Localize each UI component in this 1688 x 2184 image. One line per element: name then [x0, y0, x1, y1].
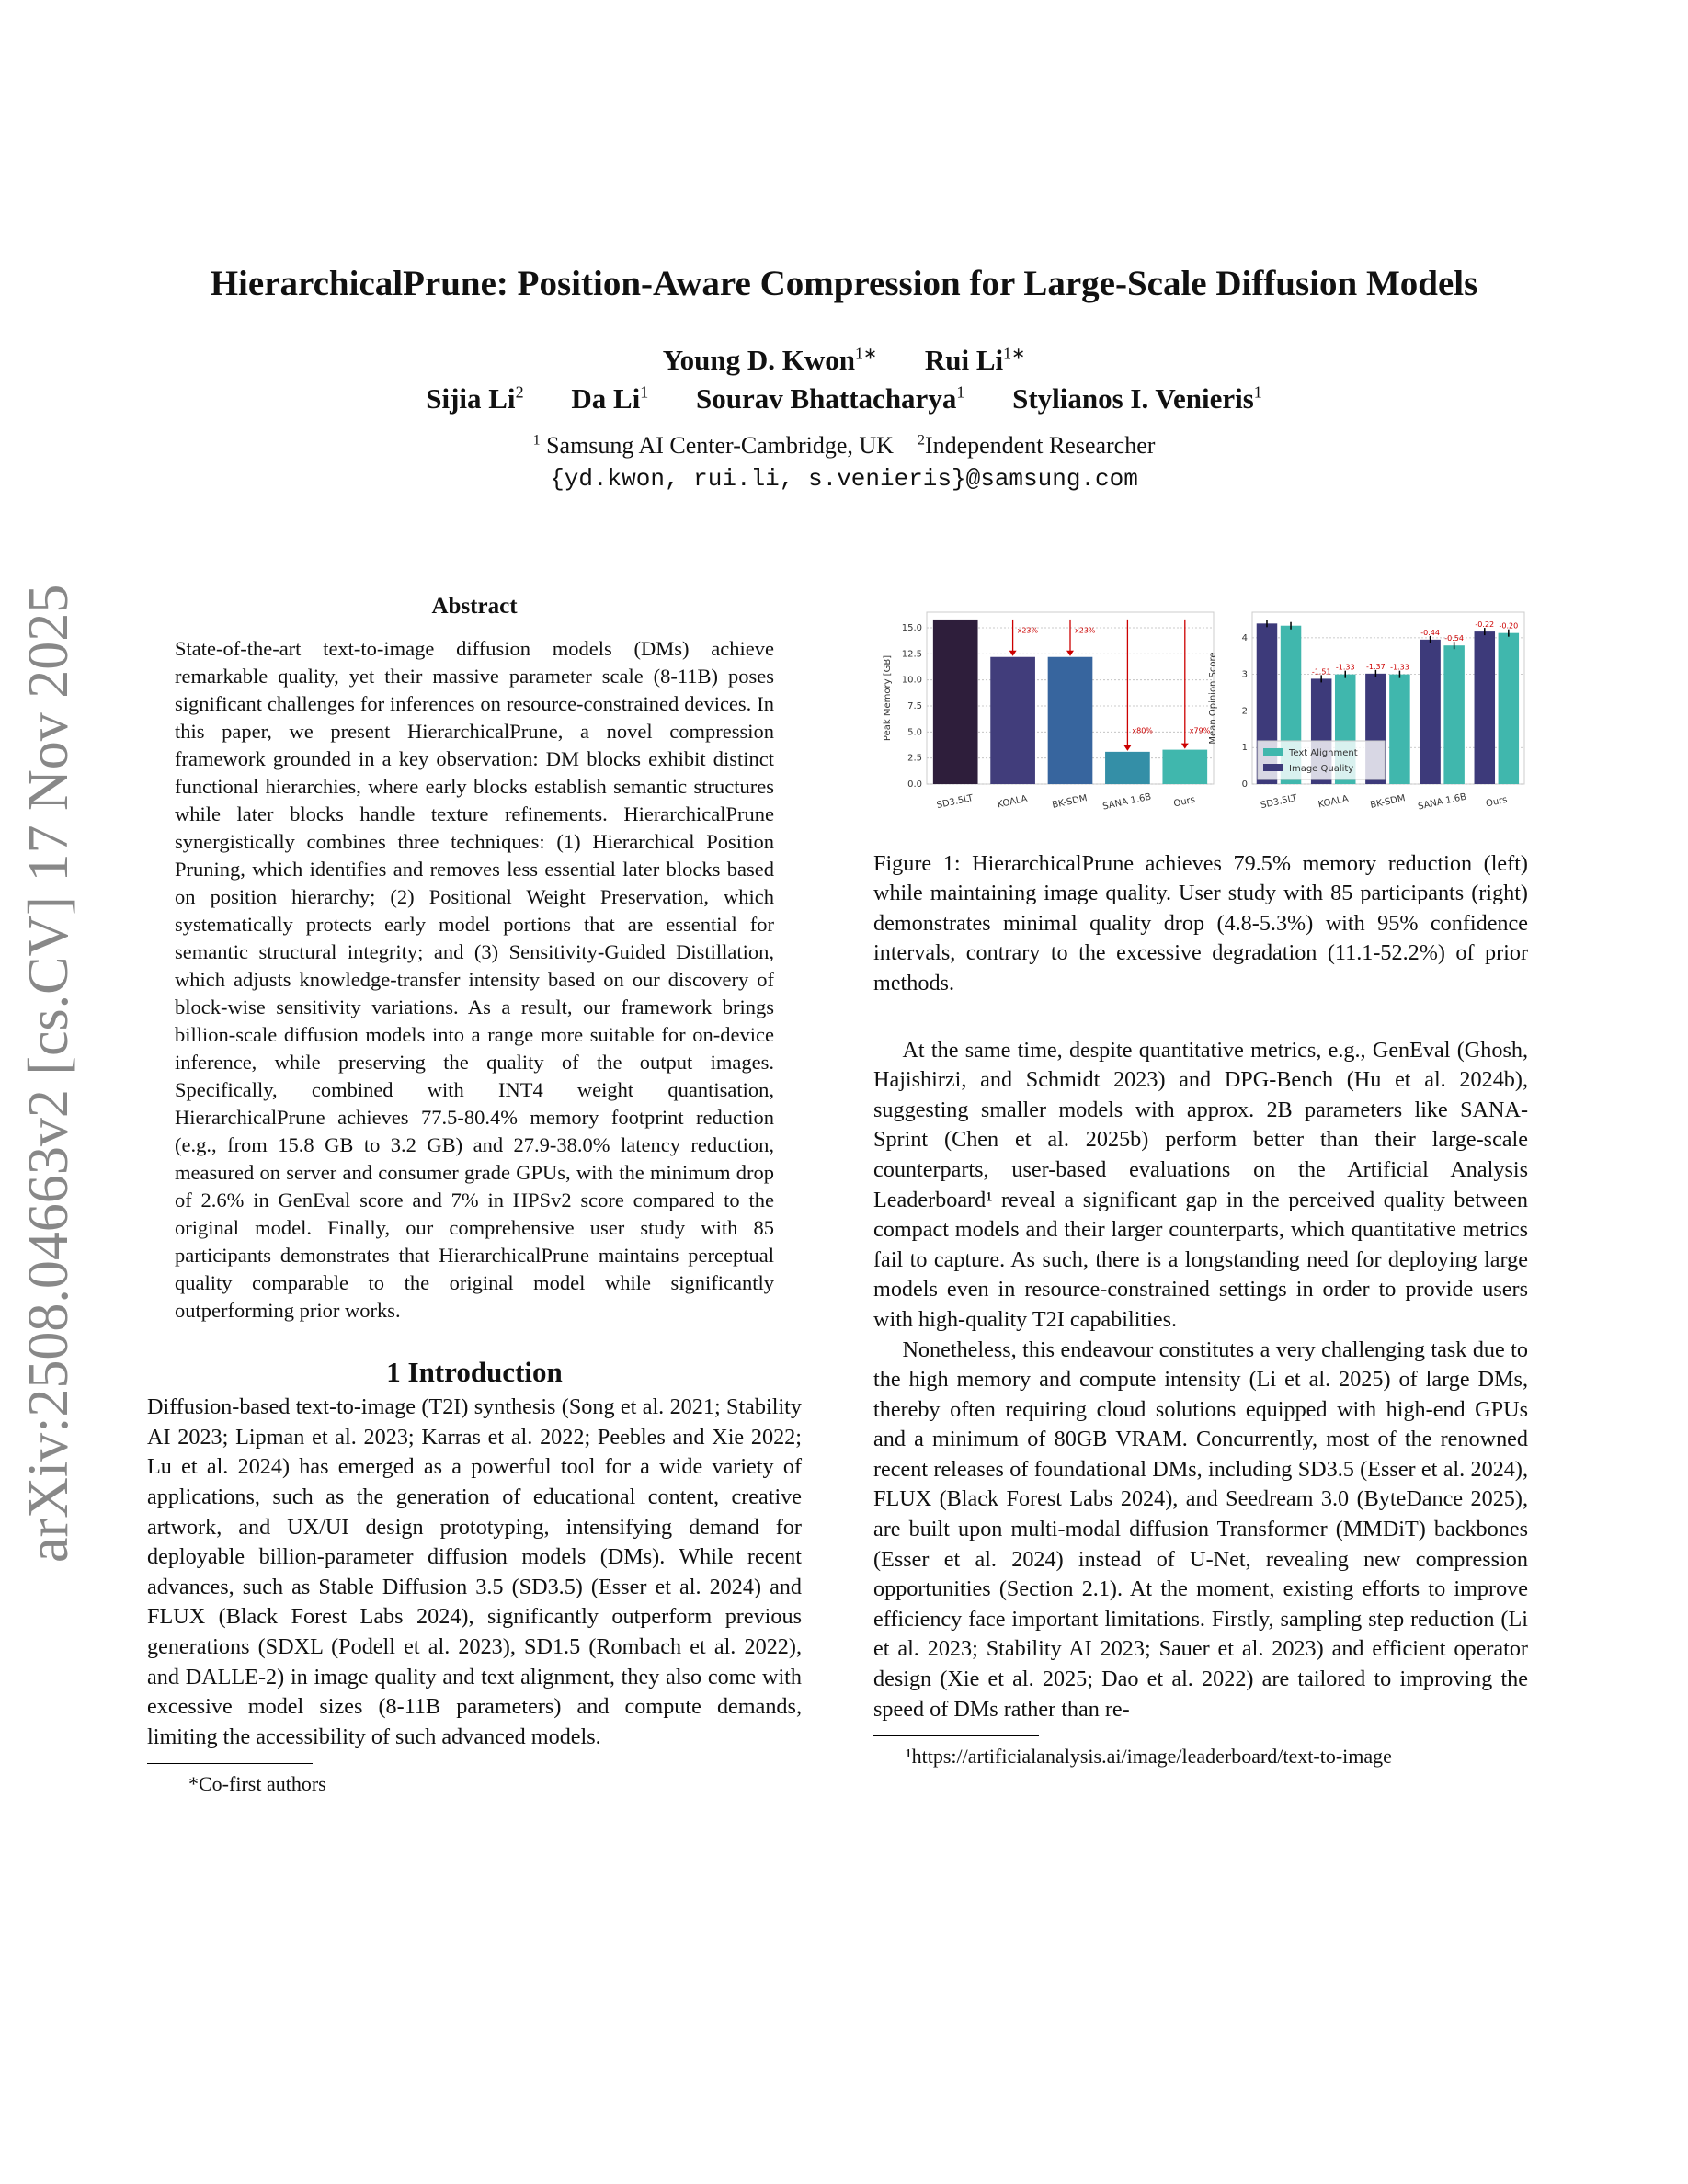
bar — [933, 620, 978, 784]
footnote: *Co-first authors — [188, 1772, 326, 1796]
delta-label: -0.54 — [1444, 634, 1464, 643]
y-tick-label: 2 — [1241, 706, 1248, 717]
delta-label: -1.37 — [1366, 662, 1386, 671]
delta-label: -1.33 — [1390, 663, 1409, 672]
bar — [1162, 750, 1207, 784]
x-tick-label: BK-SDM — [1051, 793, 1089, 811]
reduction-label: x79% — [1189, 726, 1211, 735]
authors-row-2 — [0, 382, 1688, 415]
author: Stylianos I. Venieris$^1$ — [1012, 382, 1262, 415]
y-tick-label: 5.0 — [907, 727, 922, 738]
figure-1-charts — [873, 596, 1528, 825]
paper-title: HierarchicalPrune: Position-Aware Compression for Large-Scale Diffusion Models — [210, 264, 1478, 303]
legend-swatch — [1263, 764, 1283, 771]
intro-paragraph: Diffusion-based text-to-image (T2I) synthesis (Song et al. 2021; Stability AI 2023; Lipman et al. 2023; Karras et al. 2022; Peebles and Xie 2022; Lu et al. 2024) has emerged as a powerful tool for a wide variety of applications, such as the generation of educational content, creative artwork, and UX/UI design prototyping, intensifying demand for deployable billion-parameter diffusion models (DMs). While recent advances, such as Stable Diffusion 3.5 (SD3.5) (Esser et al. 2024) and FLUX (Black Forest Labs 2024), significantly outperform previous generations (SDXL (Podell et al. 2023), SD1.5 (Rombach et al. 2022), and DALLE-2) in image quality and text alignment, they also come with excessive model sizes (8-11B parameters) and compute demands, limiting the accessibility of such advanced models. — [147, 1394, 802, 1749]
body-paragraph: Nonetheless, this endeavour constitutes a very challenging task due to the high memory and compute intensity (Li et al. 2025) of large DMs, thereby often requiring cloud solutions equipped with high-end GPUs and a minimum of 80GB VRAM. Concurrently, most of the renowned recent releases of foundational DMs, including SD3.5 (Esser et al. 2024), FLUX (Black Forest Labs 2024), and Seedream 3.0 (ByteDance 2025), are built upon multi-modal diffusion Transformer (MMDiT) backbones (Esser et al. 2024) instead of U-Net, revealing new compression opportunities (Section 2.1). At the moment, existing efforts to improve efficiency face important limitations. Firstly, sampling step reduction (Li et al. 2023; Stability AI 2023; Sauer et al. 2023) and efficient operator design (Xie et al. 2025; Dao et al. 2022) are tailored to improving the speed of DMs rather than re- — [873, 1337, 1528, 1722]
delta-label: -0.22 — [1475, 620, 1495, 630]
author: Sijia Li$^2$ — [426, 382, 524, 415]
footnote-rule — [873, 1735, 1039, 1736]
legend-label: Image Quality — [1289, 764, 1354, 774]
x-tick-label: Ours — [1172, 794, 1196, 810]
authors-row-1 — [0, 344, 1688, 377]
bar — [1443, 645, 1464, 784]
delta-label: -0.44 — [1420, 628, 1440, 637]
bar — [1048, 657, 1093, 784]
y-axis-label: Peak Memory [GB] — [883, 654, 893, 742]
author: Da Li$^1$ — [571, 382, 649, 415]
legend-label: Text Alignment — [1289, 748, 1358, 758]
arxiv-stamp: arXiv:2508.04663v2 [cs.CV] 17 Nov 2025 — [17, 584, 80, 1563]
y-tick-label: 0.0 — [907, 779, 922, 790]
bar — [1420, 640, 1440, 784]
delta-label: -1.51 — [1311, 667, 1331, 677]
affiliations: $^1$ Samsung AI Center-Cambridge, UK $^2$Independent Researcher — [532, 432, 1156, 459]
x-tick-label: SANA 1.6B — [1417, 791, 1468, 813]
author-emails: {yd.kwon, rui.li, s.venieris}@samsung.com — [550, 465, 1138, 493]
y-tick-label: 2.5 — [907, 753, 922, 764]
y-tick-label: 4 — [1241, 632, 1248, 643]
author: Rui $Li^{1∗}$ — [924, 344, 1026, 376]
x-tick-label: BK-SDM — [1369, 793, 1407, 811]
legend-swatch — [1263, 748, 1283, 756]
bar — [1475, 631, 1495, 784]
x-tick-label: SANA 1.6B — [1101, 791, 1153, 813]
abstract-text: State-of-the-art text-to-image diffusion models (DMs) achieve remarkable quality, yet their massive parameter scale (8-11B) poses significant challenges for inferences on resource-constrained devices. In this paper, we present HierarchicalPrune, a novel compression framework grounded in a key observation: DM blocks exhibit distinct functional hierarchies, where early blocks establish semantic structures while later blocks handle texture refinements. HierarchicalPrune synergistically combines three techniques: (1) Hierarchical Position Pruning, which identifies and removes less essential later blocks based on position hierarchy; (2) Positional Weight Preservation, which systematically protects early model portions that are essential for semantic structural integrity; and (3) Sensitivity-Guided Distillation, which adjusts knowledge-transfer intensity based on our discovery of block-wise sensitivity variations. As a result, our framework brings billion-scale diffusion models into a range more suitable for on-device inference, while preserving the quality of the output images. Specifically, combined with INT4 weight quantisation, HierarchicalPrune achieves 77.5-80.4% memory footprint reduction (e.g., from 15.8 GB to 3.2 GB) and 27.9-38.0% latency reduction, measured on server and consumer grade GPUs, with the minimum drop of 2.6% in GenEval score and 7% in HPSv2 score compared to the original model. Finally, our comprehensive user study with 85 participants demonstrates that HierarchicalPrune maintains perceptual quality comparable to the original model while significantly outperforming prior works. — [175, 636, 774, 1322]
section-heading-introduction: 1 Introduction — [386, 1355, 563, 1388]
bar — [1389, 675, 1409, 784]
abstract-heading: Abstract — [431, 594, 518, 619]
reduction-label: x23% — [1075, 626, 1096, 635]
delta-label: -0.20 — [1499, 621, 1519, 631]
x-tick-label: KOALA — [996, 793, 1029, 811]
right-column — [873, 596, 1528, 1772]
footnote: ¹https://artificialanalysis.ai/image/leaderboard/text-to-image — [906, 1745, 1392, 1769]
y-tick-label: 0 — [1241, 779, 1248, 790]
y-axis-label: Mean Opinion Score — [1208, 652, 1218, 745]
bar — [1499, 633, 1519, 784]
body-paragraph: At the same time, despite quantitative metrics, e.g., GenEval (Ghosh, Hajishirzi, and Schmidt 2023) and DPG-Bench (Hu et al. 2024b), suggesting smaller models with approx. 2B parameters like SANA-Sprint (Chen et al. 2025b) perform better than their large-scale counterparts, user-based evaluations on the Artificial Analysis Leaderboard¹ reveal a significant gap in the perceived quality between compact models and their larger counterparts, which quantitative metrics fail to capture. As such, there is a longstanding need for deploying large models even in resource-constrained settings in order to provide users with high-quality T2I capabilities. — [873, 1037, 1528, 1332]
reduction-label: x80% — [1132, 726, 1153, 735]
x-tick-label: SD3.5LT — [935, 792, 975, 812]
x-tick-label: Ours — [1485, 794, 1509, 810]
y-tick-label: 7.5 — [907, 701, 922, 711]
bar — [990, 657, 1035, 784]
y-tick-label: 3 — [1241, 669, 1248, 680]
y-tick-label: 1 — [1241, 743, 1248, 754]
left-column — [147, 592, 802, 1800]
author: Sourav Bhattacharya$^1$ — [696, 382, 965, 415]
x-tick-label: KOALA — [1317, 793, 1350, 811]
delta-label: -1.33 — [1335, 663, 1355, 672]
reduction-label: x23% — [1017, 626, 1039, 635]
y-tick-label: 10.0 — [901, 675, 922, 686]
y-tick-label: 12.5 — [901, 649, 922, 660]
figure-caption: Figure 1: HierarchicalPrune achieves 79.5% memory reduction (left) while maintaining image quality. User study with 85 participants (right) demonstrates minimal quality drop (4.8-5.3%) with 95% confidence intervals, contrary to the excessive degradation (11.1-52.2%) of prior methods. — [873, 850, 1528, 995]
y-tick-label: 15.0 — [901, 623, 922, 633]
x-tick-label: SD3.5LT — [1260, 792, 1298, 812]
author: Young D. Kwon$^{1∗}$ — [662, 344, 878, 376]
footnote-rule — [147, 1763, 313, 1764]
bar — [1105, 752, 1150, 784]
